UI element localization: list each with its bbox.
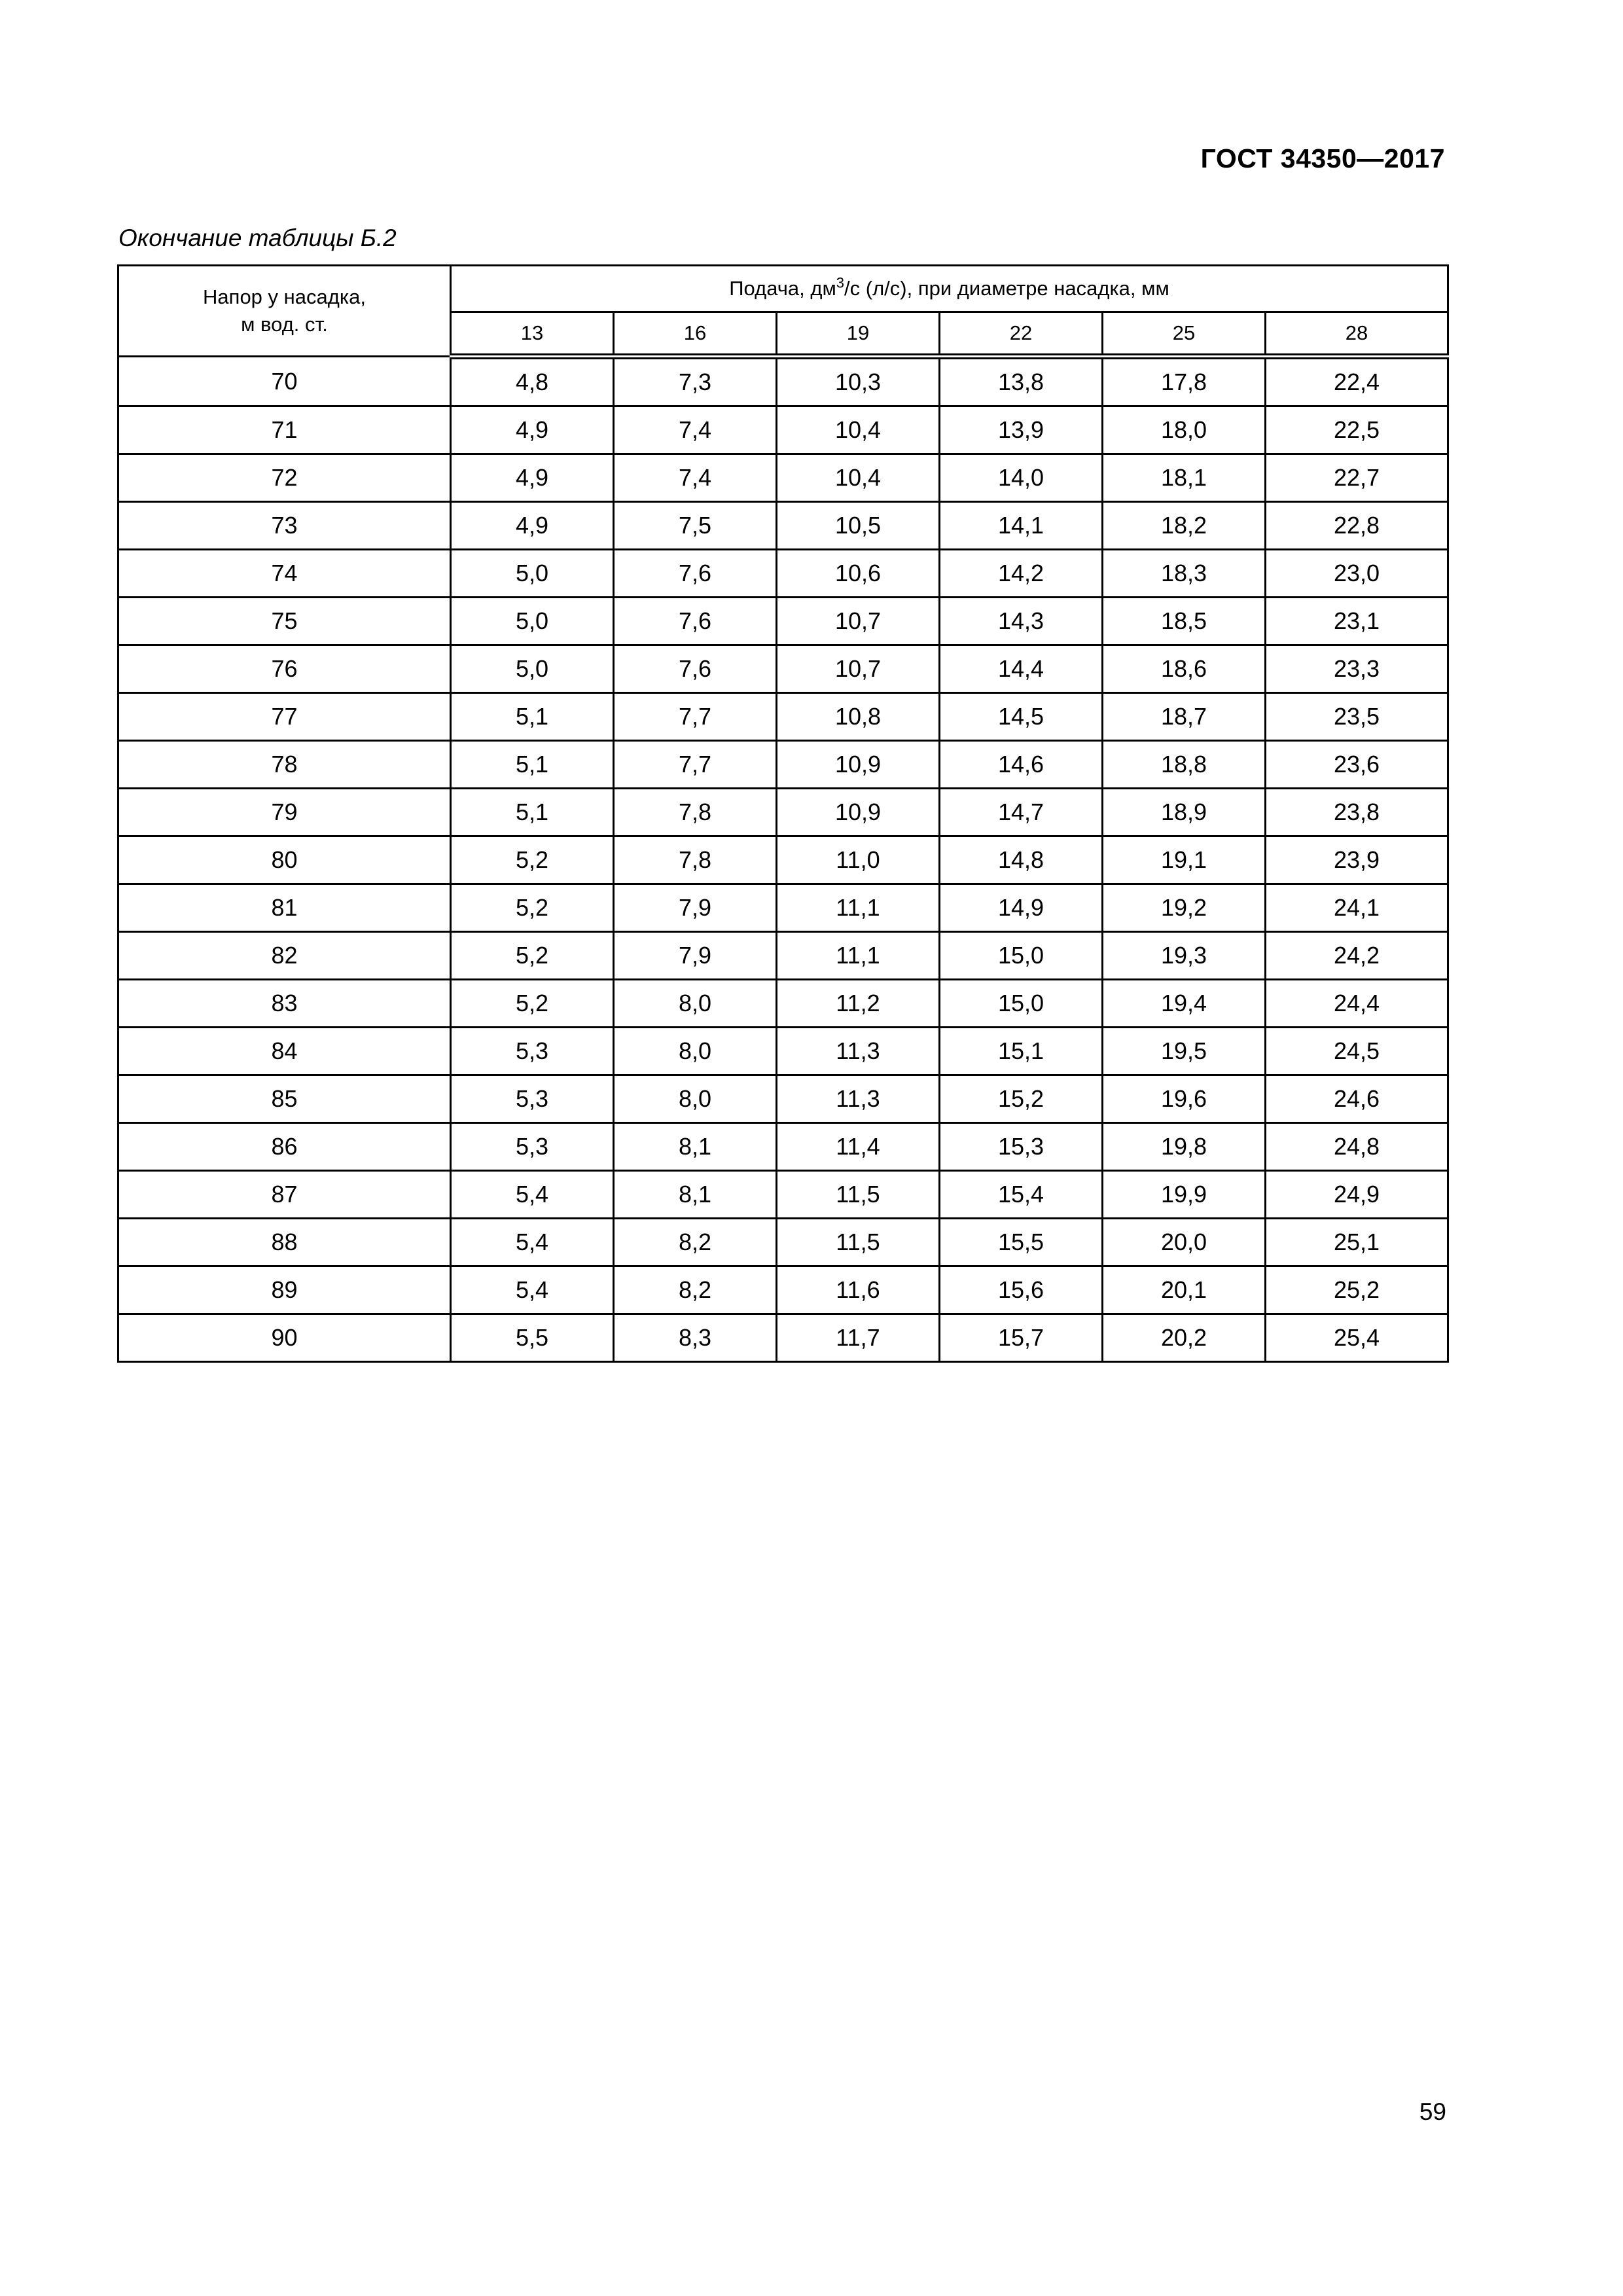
- flow-cell: 18,1: [1103, 454, 1266, 502]
- flow-cell: 19,8: [1103, 1123, 1266, 1171]
- flow-cell: 18,8: [1103, 741, 1266, 789]
- flow-cell: 15,2: [940, 1075, 1103, 1123]
- pressure-cell: 72: [118, 454, 451, 502]
- flow-cell: 24,9: [1266, 1171, 1448, 1219]
- flow-cell: 4,9: [451, 454, 614, 502]
- table-row: [118, 550, 1448, 598]
- pressure-cell: 76: [118, 645, 451, 693]
- flow-cell: 19,1: [1103, 836, 1266, 884]
- flow-cell: 10,9: [777, 789, 940, 836]
- diameter-header-22: 22: [940, 312, 1103, 357]
- flow-cell: 7,9: [614, 884, 777, 932]
- flow-cell: 7,7: [614, 693, 777, 741]
- flow-cell: 19,4: [1103, 980, 1266, 1028]
- flow-cell: 5,4: [451, 1219, 614, 1266]
- pressure-cell: 70: [118, 357, 451, 406]
- flow-cell: 14,4: [940, 645, 1103, 693]
- flow-cell: 11,7: [777, 1314, 940, 1362]
- flow-cell: 23,9: [1266, 836, 1448, 884]
- table-row: [118, 741, 1448, 789]
- table-row: [118, 454, 1448, 502]
- flow-cell: 7,8: [614, 836, 777, 884]
- standard-number: ГОСТ 34350—2017: [1200, 143, 1445, 173]
- diameter-header-13: 13: [451, 312, 614, 357]
- flow-header-prefix: Подача, дм: [729, 277, 836, 300]
- flow-cell: 15,5: [940, 1219, 1103, 1266]
- flow-cell: 5,1: [451, 741, 614, 789]
- table-row: [118, 693, 1448, 741]
- flow-cell: 11,3: [777, 1075, 940, 1123]
- flow-cell: 10,3: [777, 357, 940, 406]
- flow-cell: 10,6: [777, 550, 940, 598]
- flow-cell: 5,3: [451, 1028, 614, 1075]
- pressure-cell: 81: [118, 884, 451, 932]
- flow-cell: 10,9: [777, 741, 940, 789]
- flow-cell: 18,5: [1103, 598, 1266, 645]
- flow-cell: 7,3: [614, 357, 777, 406]
- flow-cell: 23,3: [1266, 645, 1448, 693]
- flow-cell: 4,9: [451, 406, 614, 454]
- flow-cell: 5,1: [451, 693, 614, 741]
- flow-cell: 20,2: [1103, 1314, 1266, 1362]
- flow-cell: 11,5: [777, 1171, 940, 1219]
- page-number: 59: [1419, 2098, 1446, 2125]
- pressure-cell: 87: [118, 1171, 451, 1219]
- flow-cell: 25,1: [1266, 1219, 1448, 1266]
- table-row: [118, 357, 1448, 406]
- flow-cell: 14,6: [940, 741, 1103, 789]
- flow-rate-table: [117, 264, 1449, 1363]
- table-row: [118, 789, 1448, 836]
- flow-cell: 10,4: [777, 406, 940, 454]
- flow-cell: 14,7: [940, 789, 1103, 836]
- pressure-cell: 77: [118, 693, 451, 741]
- flow-cell: 8,1: [614, 1123, 777, 1171]
- flow-cell: 15,4: [940, 1171, 1103, 1219]
- table-row: [118, 884, 1448, 932]
- pressure-cell: 80: [118, 836, 451, 884]
- flow-cell: 20,0: [1103, 1219, 1266, 1266]
- flow-cell: 25,4: [1266, 1314, 1448, 1362]
- table-row: [118, 1266, 1448, 1314]
- flow-cell: 5,3: [451, 1123, 614, 1171]
- flow-cell: 7,4: [614, 454, 777, 502]
- pressure-cell: 85: [118, 1075, 451, 1123]
- flow-cell: 10,4: [777, 454, 940, 502]
- flow-cell: 11,0: [777, 836, 940, 884]
- table-row: [118, 932, 1448, 980]
- flow-cell: 7,9: [614, 932, 777, 980]
- pressure-cell: 79: [118, 789, 451, 836]
- table-row: [118, 645, 1448, 693]
- flow-cell: 5,2: [451, 932, 614, 980]
- flow-cell: 5,5: [451, 1314, 614, 1362]
- pressure-cell: 75: [118, 598, 451, 645]
- flow-cell: 8,2: [614, 1219, 777, 1266]
- flow-cell: 23,1: [1266, 598, 1448, 645]
- flow-cell: 14,2: [940, 550, 1103, 598]
- flow-cell: 10,5: [777, 502, 940, 550]
- table-row: [118, 406, 1448, 454]
- flow-cell: 18,9: [1103, 789, 1266, 836]
- flow-cell: 13,8: [940, 357, 1103, 406]
- flow-cell: 4,9: [451, 502, 614, 550]
- flow-cell: 8,0: [614, 980, 777, 1028]
- flow-cell: 5,2: [451, 836, 614, 884]
- table-header: [118, 266, 1448, 357]
- flow-cell: 18,2: [1103, 502, 1266, 550]
- pressure-cell: 82: [118, 932, 451, 980]
- flow-cell: 15,3: [940, 1123, 1103, 1171]
- table-row: [118, 1171, 1448, 1219]
- flow-cell: 14,9: [940, 884, 1103, 932]
- flow-cell: 15,1: [940, 1028, 1103, 1075]
- pressure-cell: 78: [118, 741, 451, 789]
- flow-cell: 11,6: [777, 1266, 940, 1314]
- table-row: [118, 836, 1448, 884]
- pressure-cell: 74: [118, 550, 451, 598]
- flow-cell: 22,7: [1266, 454, 1448, 502]
- flow-cell: 11,4: [777, 1123, 940, 1171]
- flow-cell: 14,1: [940, 502, 1103, 550]
- flow-cell: 14,8: [940, 836, 1103, 884]
- flow-cell: 17,8: [1103, 357, 1266, 406]
- flow-header-suffix: /с (л/с), при диаметре насадка, мм: [844, 277, 1169, 300]
- table-row: [118, 980, 1448, 1028]
- flow-cell: 14,0: [940, 454, 1103, 502]
- flow-cell: 15,7: [940, 1314, 1103, 1362]
- flow-cell: 24,6: [1266, 1075, 1448, 1123]
- pressure-cell: 88: [118, 1219, 451, 1266]
- flow-cell: 18,6: [1103, 645, 1266, 693]
- flow-cell: 7,7: [614, 741, 777, 789]
- pressure-cell: 86: [118, 1123, 451, 1171]
- pressure-header-line1: Напор у насадка,: [203, 285, 366, 309]
- flow-cell: 19,5: [1103, 1028, 1266, 1075]
- flow-cell: 7,8: [614, 789, 777, 836]
- table-row: [118, 1028, 1448, 1075]
- flow-cell: 7,6: [614, 598, 777, 645]
- flow-cell: 24,4: [1266, 980, 1448, 1028]
- flow-cell: 5,0: [451, 550, 614, 598]
- flow-cell: 5,1: [451, 789, 614, 836]
- flow-cell: 8,0: [614, 1075, 777, 1123]
- flow-cell: 14,3: [940, 598, 1103, 645]
- flow-cell: 11,2: [777, 980, 940, 1028]
- flow-cell: 5,0: [451, 645, 614, 693]
- pressure-cell: 71: [118, 406, 451, 454]
- flow-cell: 10,7: [777, 598, 940, 645]
- flow-cell: 15,0: [940, 980, 1103, 1028]
- flow-cell: 7,5: [614, 502, 777, 550]
- flow-cell: 19,3: [1103, 932, 1266, 980]
- flow-cell: 19,6: [1103, 1075, 1266, 1123]
- flow-cell: 23,8: [1266, 789, 1448, 836]
- flow-cell: 5,4: [451, 1266, 614, 1314]
- flow-cell: 11,5: [777, 1219, 940, 1266]
- flow-cell: 23,0: [1266, 550, 1448, 598]
- flow-cell: 10,8: [777, 693, 940, 741]
- table-row: [118, 1314, 1448, 1362]
- flow-cell: 5,2: [451, 884, 614, 932]
- flow-cell: 8,0: [614, 1028, 777, 1075]
- flow-cell: 20,1: [1103, 1266, 1266, 1314]
- flow-cell: 7,6: [614, 550, 777, 598]
- pressure-column-header: [118, 266, 451, 357]
- pressure-cell: 90: [118, 1314, 451, 1362]
- flow-cell: 8,1: [614, 1171, 777, 1219]
- flow-cell: 10,7: [777, 645, 940, 693]
- flow-cell: 4,8: [451, 357, 614, 406]
- diameter-header-28: 28: [1266, 312, 1448, 357]
- flow-cell: 8,3: [614, 1314, 777, 1362]
- flow-cell: 5,3: [451, 1075, 614, 1123]
- flow-cell: 7,4: [614, 406, 777, 454]
- diameter-header-19: 19: [777, 312, 940, 357]
- flow-cell: 18,3: [1103, 550, 1266, 598]
- flow-cell: 15,0: [940, 932, 1103, 980]
- flow-header-exponent: 3: [836, 274, 845, 291]
- flow-cell: 24,2: [1266, 932, 1448, 980]
- flow-cell: 25,2: [1266, 1266, 1448, 1314]
- pressure-cell: 84: [118, 1028, 451, 1075]
- table-row: [118, 1219, 1448, 1266]
- flow-cell: 11,1: [777, 884, 940, 932]
- table-caption: Окончание таблицы Б.2: [118, 224, 397, 251]
- diameter-header-16: 16: [614, 312, 777, 357]
- table-row: [118, 1123, 1448, 1171]
- flow-cell: 23,6: [1266, 741, 1448, 789]
- flow-cell: 5,2: [451, 980, 614, 1028]
- flow-cell: 24,8: [1266, 1123, 1448, 1171]
- table-row: [118, 1075, 1448, 1123]
- flow-cell: 5,0: [451, 598, 614, 645]
- flow-cell: 15,6: [940, 1266, 1103, 1314]
- flow-cell: 19,2: [1103, 884, 1266, 932]
- flow-cell: 8,2: [614, 1266, 777, 1314]
- flow-group-header: [451, 266, 1448, 312]
- table-body: [118, 357, 1448, 1362]
- flow-cell: 23,5: [1266, 693, 1448, 741]
- flow-cell: 24,5: [1266, 1028, 1448, 1075]
- flow-cell: 22,5: [1266, 406, 1448, 454]
- pressure-cell: 73: [118, 502, 451, 550]
- diameter-header-25: 25: [1103, 312, 1266, 357]
- pressure-header-line2: м вод. ст.: [241, 313, 328, 336]
- pressure-cell: 89: [118, 1266, 451, 1314]
- flow-cell: 11,3: [777, 1028, 940, 1075]
- flow-cell: 24,1: [1266, 884, 1448, 932]
- table-row: [118, 598, 1448, 645]
- flow-cell: 18,7: [1103, 693, 1266, 741]
- pressure-cell: 83: [118, 980, 451, 1028]
- flow-cell: 14,5: [940, 693, 1103, 741]
- header-row-group: [118, 266, 1448, 312]
- flow-cell: 19,9: [1103, 1171, 1266, 1219]
- flow-cell: 22,8: [1266, 502, 1448, 550]
- flow-cell: 13,9: [940, 406, 1103, 454]
- flow-cell: 22,4: [1266, 357, 1448, 406]
- flow-cell: 7,6: [614, 645, 777, 693]
- table-row: [118, 502, 1448, 550]
- flow-cell: 11,1: [777, 932, 940, 980]
- flow-cell: 5,4: [451, 1171, 614, 1219]
- flow-cell: 18,0: [1103, 406, 1266, 454]
